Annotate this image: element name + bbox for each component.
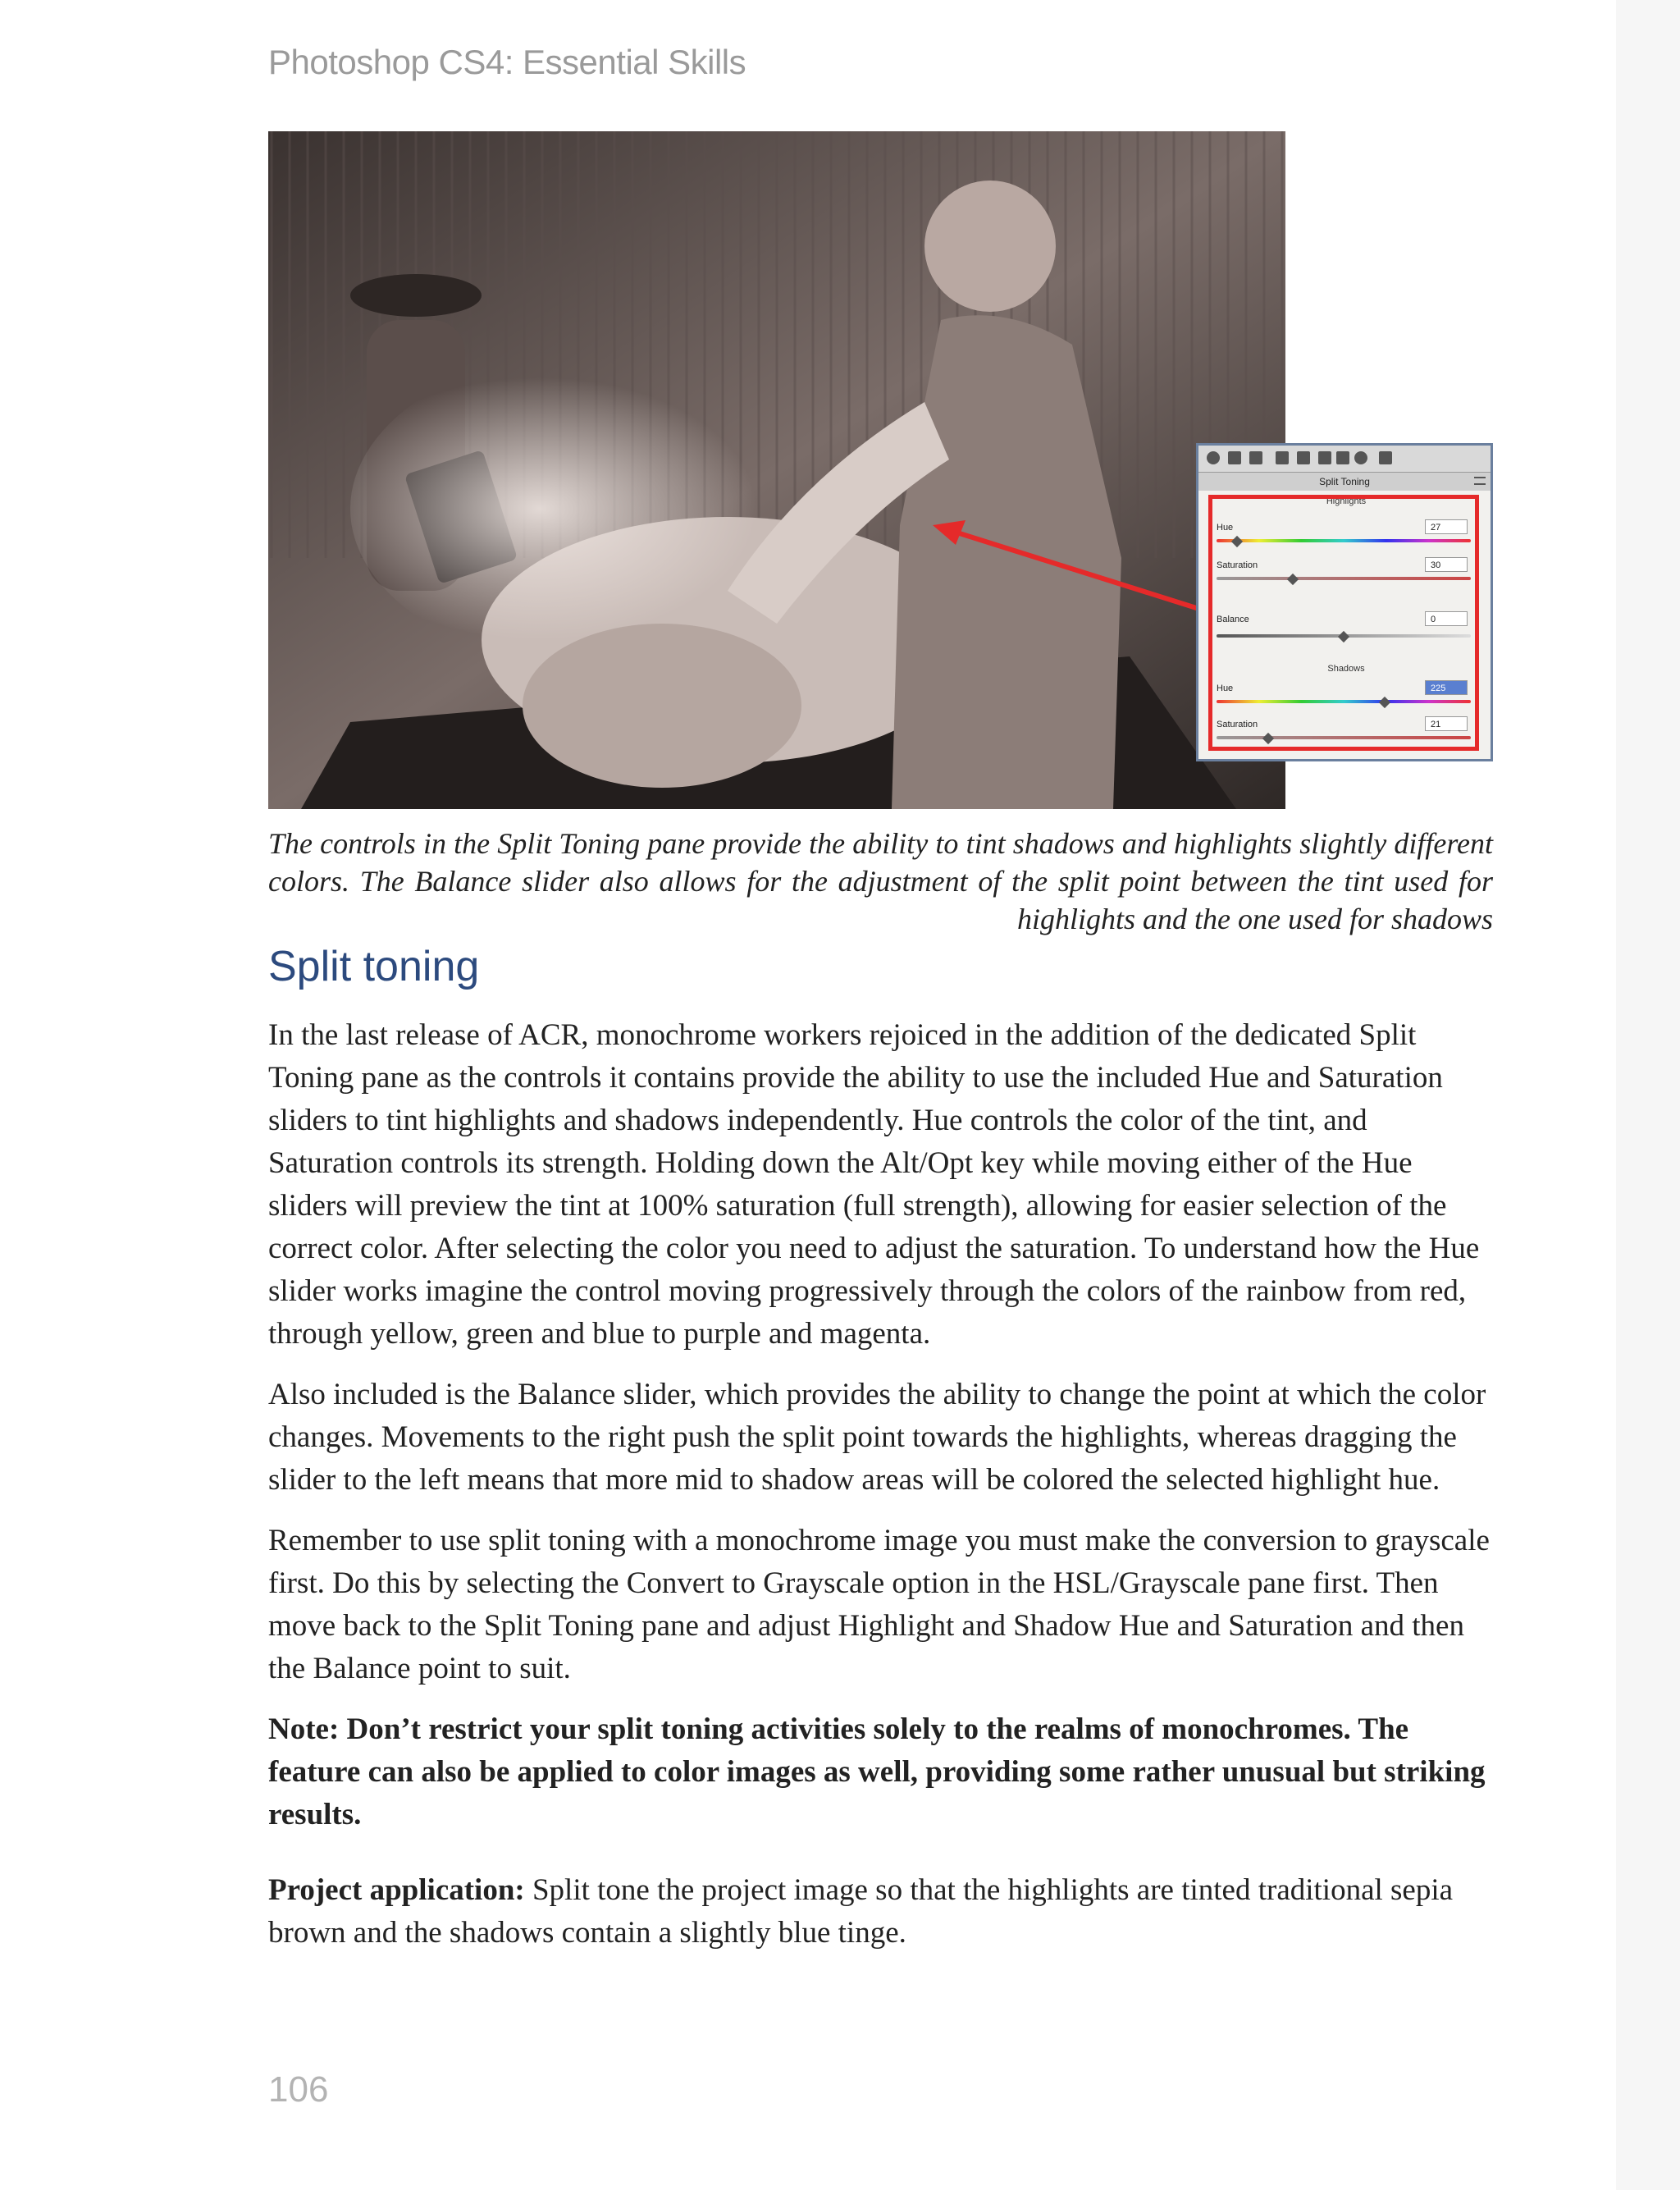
page-number: 106 [268, 2069, 329, 2110]
split-toning-icon[interactable] [1297, 451, 1310, 464]
highlights-hue-value[interactable]: 27 [1425, 519, 1468, 534]
tone-curve-icon[interactable] [1228, 451, 1241, 464]
shadows-heading: Shadows [1327, 664, 1365, 674]
project-label: Project application: [268, 1873, 525, 1907]
paragraph: Remember to use split toning with a monochrome image you must make the conversion to grayscale first. Do this by selecting the Convert to Grayscale option in the HSL/Grayscale pane first. Then move back to the Split Toning pane and adjust Highlight and Shadow Hue and Saturation and then the Balance point to suit. [268, 1524, 1490, 1685]
worker-left-hat [350, 274, 482, 317]
figure-caption: The controls in the Split Toning pane provide the ability to tint shadows and highlights slightly different colors. The Balance slider also allows for the adjustment of the split point between the tint used for highlights and the one used for shadows [268, 827, 1493, 935]
pane-title: Split Toning [1198, 473, 1491, 491]
panel-toolbar [1198, 446, 1491, 473]
section-heading: Split toning [268, 943, 480, 990]
page-edge-shade [1616, 0, 1680, 2190]
highlights-heading: Highlights [1326, 496, 1367, 506]
split-toning-panel [1196, 443, 1493, 761]
balance-label: Balance [1217, 615, 1249, 624]
paragraph: In the last release of ACR, monochrome workers rejoiced in the addition of the dedicated Split Toning pane as the controls it contains provide the ability to use the included Hue and Saturation sliders to tint highlights and shadows independently. Hue controls the color of the tint, and Saturation controls its strength. Holding down the Alt/Opt key while moving either of the Hue sliders will preview the tint at 100% saturation (full strength), allowing for easier selection of the correct color. After selecting the color you need to adjust the saturation. To understand how the Hue slider works imagine the control moving progressively through the colors of the rainbow from red, through yellow, green and blue to purple and magenta. [268, 1018, 1480, 1351]
presets-icon[interactable] [1354, 451, 1367, 464]
paragraph: Also included is the Balance slider, which provides the ability to change the point at which the color changes. Movements to the right push the split point towards the highlights, whereas dragging the slider to the left means that more mid to shadow areas will be colored the selected highlight hue. [268, 1378, 1486, 1497]
lens-corrections-icon[interactable] [1318, 451, 1331, 464]
shadows-hue-value[interactable]: 225 [1425, 680, 1468, 695]
basic-icon[interactable] [1207, 451, 1220, 464]
shadows-hue-label: Hue [1217, 684, 1234, 693]
highlights-saturation-value[interactable]: 30 [1425, 557, 1468, 572]
highlights-hue-label: Hue [1217, 523, 1234, 533]
callout-highlight-box [1208, 495, 1479, 751]
pane-menu-icon[interactable] [1474, 477, 1486, 485]
balance-value[interactable]: 0 [1425, 611, 1468, 626]
body-text [268, 1014, 1491, 1973]
highlights-saturation-label: Saturation [1217, 560, 1258, 570]
note-paragraph: Note: Don’t restrict your split toning activities solely to the realms of monochromes. The feature can also be applied to color images as well, providing some rather unusual but striking results. [268, 1712, 1486, 1831]
project-text: Split tone the project image so that the highlights are tinted traditional sepia brown and the shadows contain a slightly blue tinge. [268, 1873, 1454, 1950]
snapshots-icon[interactable] [1379, 451, 1392, 464]
shadows-saturation-value[interactable]: 21 [1425, 716, 1468, 731]
detail-icon[interactable] [1249, 451, 1262, 464]
split-toning-figure [268, 131, 1285, 809]
camera-calibration-icon[interactable] [1336, 451, 1349, 464]
hsl-icon[interactable] [1276, 451, 1289, 464]
running-head: Photoshop CS4: Essential Skills [268, 43, 746, 81]
project-application [268, 1869, 1491, 1955]
sepia-photo [268, 131, 1285, 809]
worker-right-head [924, 181, 1056, 312]
shadows-saturation-label: Saturation [1217, 720, 1258, 729]
